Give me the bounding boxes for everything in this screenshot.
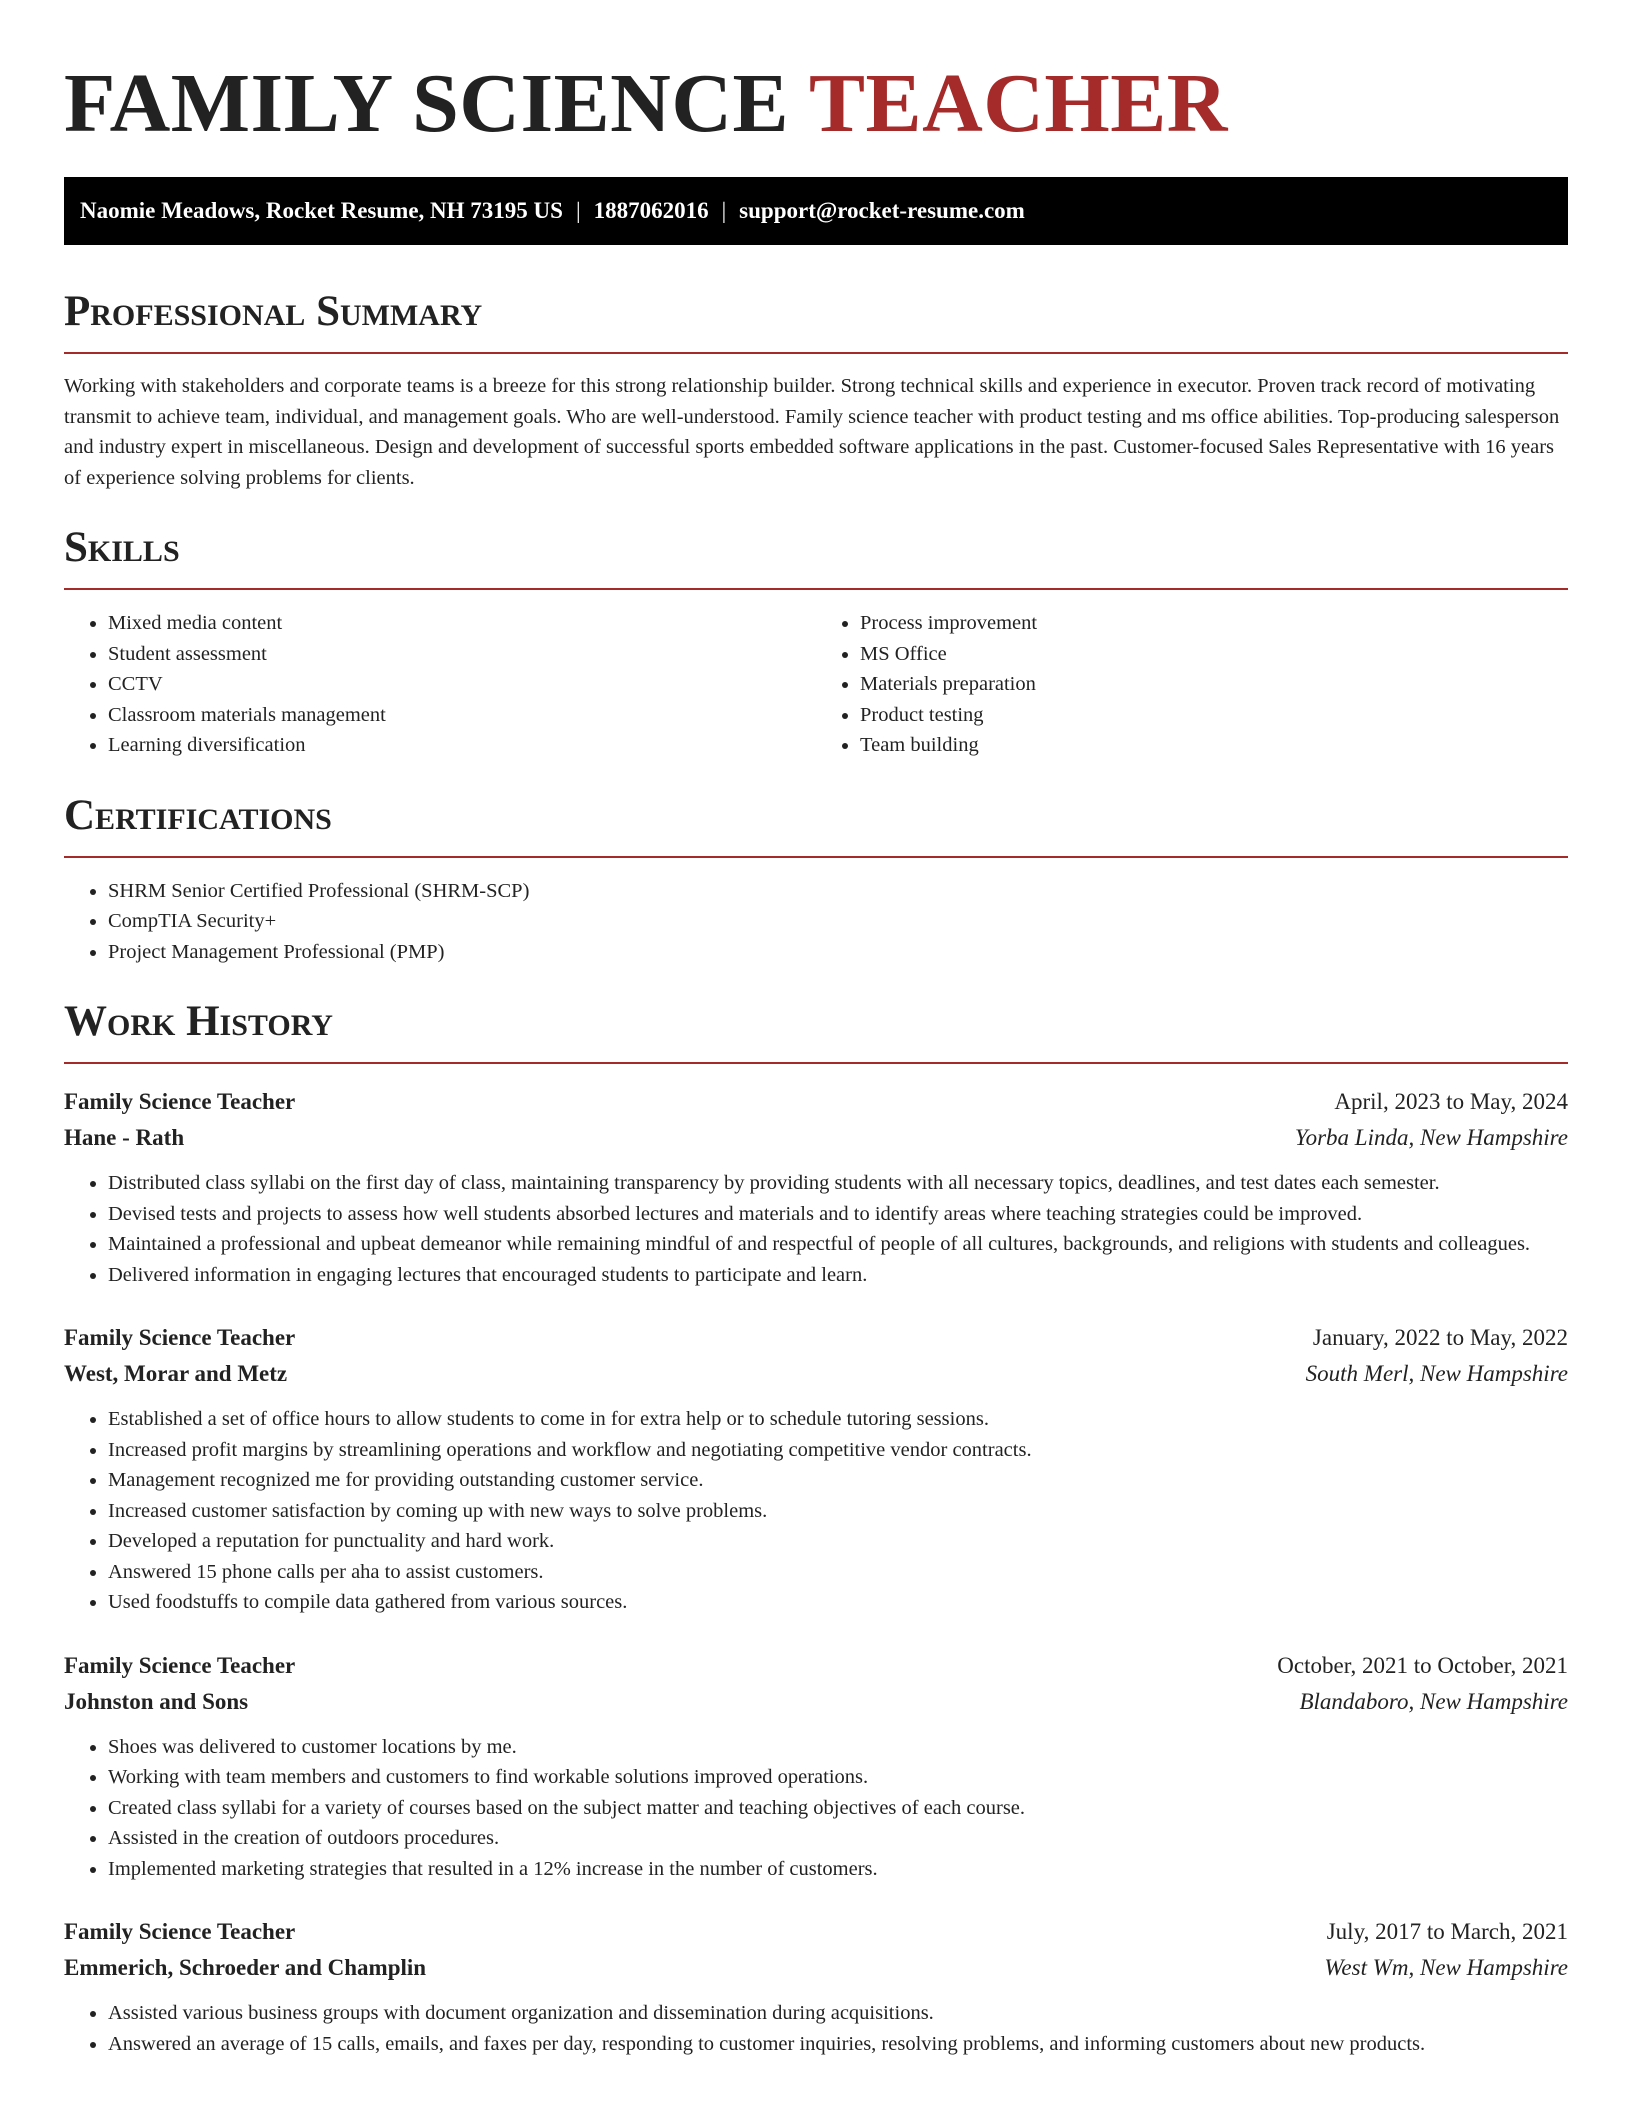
contact-address: Naomie Meadows, Rocket Resume, NH 73195 US (80, 198, 563, 223)
job-bullet: • Used foodstuffs to compile data gathered from various sources. (108, 1587, 1568, 1618)
title-accent: TEACHER (809, 57, 1228, 150)
job-bullet: • Devised tests and projects to assess how well students absorbed lectures and materials and to identify areas where teaching strategies could be improved. (108, 1199, 1568, 1230)
section-heading-summary: Professional Summary (64, 288, 483, 335)
skill-item: • Learning diversification (108, 730, 816, 761)
job-bullet: • Implemented marketing strategies that resulted in a 12% increase in the number of customers. (108, 1854, 1568, 1885)
job-header-row (64, 1648, 1568, 1684)
job-dates: October, 2021 to October, 2021 (1277, 1652, 1568, 1678)
job-title: Family Science Teacher (64, 1089, 296, 1114)
job-bullet: • Maintained a professional and upbeat demeanor while remaining mindful of and respectful of people of all cultures, backgrounds, and religions with students and colleagues. (108, 1229, 1568, 1260)
job-title: Family Science Teacher (64, 1919, 296, 1944)
job-company: Johnston and Sons (64, 1688, 249, 1714)
skills-list-right (816, 608, 1568, 761)
summary-text: Working with stakeholders and corporate teams is a breeze for this strong relationship builder. Strong technical skills and experience in executor. Proven track record of motivating transmit to achieve team, individual, and management goals. Who are well-understood. Family science teacher with product testing and ms office abilities. Top-producing salesperson and industry expert in miscellaneous. Design and development of successful sports embedded software applications in the past. Customer-focused Sales Representative with 16 years of experience solving problems for clients. (64, 375, 1560, 489)
certification-item: • SHRM Senior Certified Professional (SHRM-SCP) (108, 876, 1568, 907)
job-title: Family Science Teacher (64, 1652, 296, 1678)
skill-item: • Classroom materials management (108, 700, 816, 731)
skill-item: • Materials preparation (860, 669, 1568, 700)
contact-email: support@rocket-resume.com (739, 198, 1025, 223)
job-bullet: • Delivered information in engaging lectures that encouraged students to participate and learn. (108, 1260, 1568, 1291)
job-bullet: • Created class syllabi for a variety of courses based on the subject matter and teaching objectives of each course. (108, 1793, 1568, 1824)
job-bullet: • Management recognized me for providing outstanding customer service. (108, 1465, 1568, 1496)
job-dates: July, 2017 to March, 2021 (1326, 1919, 1568, 1944)
job-subheader-row (64, 1120, 1568, 1156)
job-bullet: • Increased profit margins by streamlining operations and workflow and negotiating competitive vendor contracts. (108, 1435, 1568, 1466)
section-heading-skills: Skills (64, 524, 180, 571)
job-company: West, Morar and Metz (64, 1361, 288, 1386)
job-dates: January, 2022 to May, 2022 (1312, 1325, 1568, 1350)
job-bullet: • Answered 15 phone calls per aha to assist customers. (108, 1557, 1568, 1588)
skill-item: • Team building (860, 730, 1568, 761)
job-header-row (64, 1084, 1568, 1120)
skill-item: • Student assessment (108, 639, 816, 670)
work-history-section (64, 997, 1568, 2059)
job-title: Family Science Teacher (64, 1325, 296, 1350)
contact-separator: | (575, 198, 581, 223)
section-heading-work-history: Work History (64, 998, 333, 1045)
certifications-list (64, 876, 1568, 968)
job-subheader-row (64, 1684, 1568, 1720)
skill-item: • Mixed media content (108, 608, 816, 639)
job-entry (64, 1648, 1568, 1885)
skills-list-left (64, 608, 816, 761)
contact-phone: 1887062016 (593, 198, 709, 223)
job-location: South Merl, New Hampshire (1305, 1361, 1568, 1386)
job-bullet: • Working with team members and customers to find workable solutions improved operations. (108, 1762, 1568, 1793)
skill-item: • Product testing (860, 700, 1568, 731)
job-bullets (64, 1404, 1568, 1618)
skill-item: • Process improvement (860, 608, 1568, 639)
job-bullet: • Shoes was delivered to customer locations by me. (108, 1732, 1568, 1763)
section-divider (64, 856, 1568, 858)
job-bullets (64, 1732, 1568, 1885)
job-bullets (64, 1998, 1568, 2059)
job-bullet: • Assisted in the creation of outdoors procedures. (108, 1823, 1568, 1854)
job-location: West Wm, New Hampshire (1324, 1955, 1568, 1980)
job-bullet: • Developed a reputation for punctuality and hard work. (108, 1526, 1568, 1557)
resume-title (64, 58, 1568, 150)
certifications-section (64, 791, 1568, 968)
job-bullet: • Established a set of office hours to allow students to come in for extra help or to schedule tutoring sessions. (108, 1404, 1568, 1435)
job-header-row (64, 1320, 1568, 1356)
certification-item: • Project Management Professional (PMP) (108, 937, 1568, 968)
job-bullet: • Increased customer satisfaction by coming up with new ways to solve problems. (108, 1496, 1568, 1527)
job-company: Emmerich, Schroeder and Champlin (64, 1955, 427, 1980)
job-entry (64, 1084, 1568, 1290)
skills-grid (64, 608, 1568, 761)
job-bullet: • Distributed class syllabi on the first day of class, maintaining transparency by providing students with all necessary topics, deadlines, and test dates each semester. (108, 1168, 1568, 1199)
skill-item: • CCTV (108, 669, 816, 700)
skill-item: • MS Office (860, 639, 1568, 670)
job-subheader-row (64, 1950, 1568, 1986)
job-subheader-row (64, 1356, 1568, 1392)
skills-section (64, 523, 1568, 761)
job-header-row (64, 1914, 1568, 1950)
certification-item: • CompTIA Security+ (108, 906, 1568, 937)
job-location: Yorba Linda, New Hampshire (1294, 1125, 1568, 1150)
contact-bar (64, 177, 1568, 245)
section-heading-certifications: Certifications (64, 791, 332, 839)
job-bullet: • Assisted various business groups with document organization and dissemination during acquisitions. (108, 1998, 1568, 2029)
resume-page (64, 0, 1568, 2059)
job-entry (64, 1914, 1568, 2059)
section-divider (64, 588, 1568, 590)
job-bullet: • Answered an average of 15 calls, emails, and faxes per day, responding to customer inquiries, resolving problems, and informing customers about new products. (108, 2029, 1568, 2060)
contact-separator: | (721, 198, 727, 223)
summary-section (64, 287, 1568, 493)
section-divider (64, 1062, 1568, 1064)
job-company: Hane - Rath (64, 1125, 185, 1150)
job-dates: April, 2023 to May, 2024 (1334, 1089, 1568, 1114)
job-location: Blandaboro, New Hampshire (1299, 1688, 1568, 1714)
section-divider (64, 352, 1568, 354)
title-main: FAMILY SCIENCE (64, 57, 790, 150)
job-entry (64, 1320, 1568, 1618)
job-bullets (64, 1168, 1568, 1290)
